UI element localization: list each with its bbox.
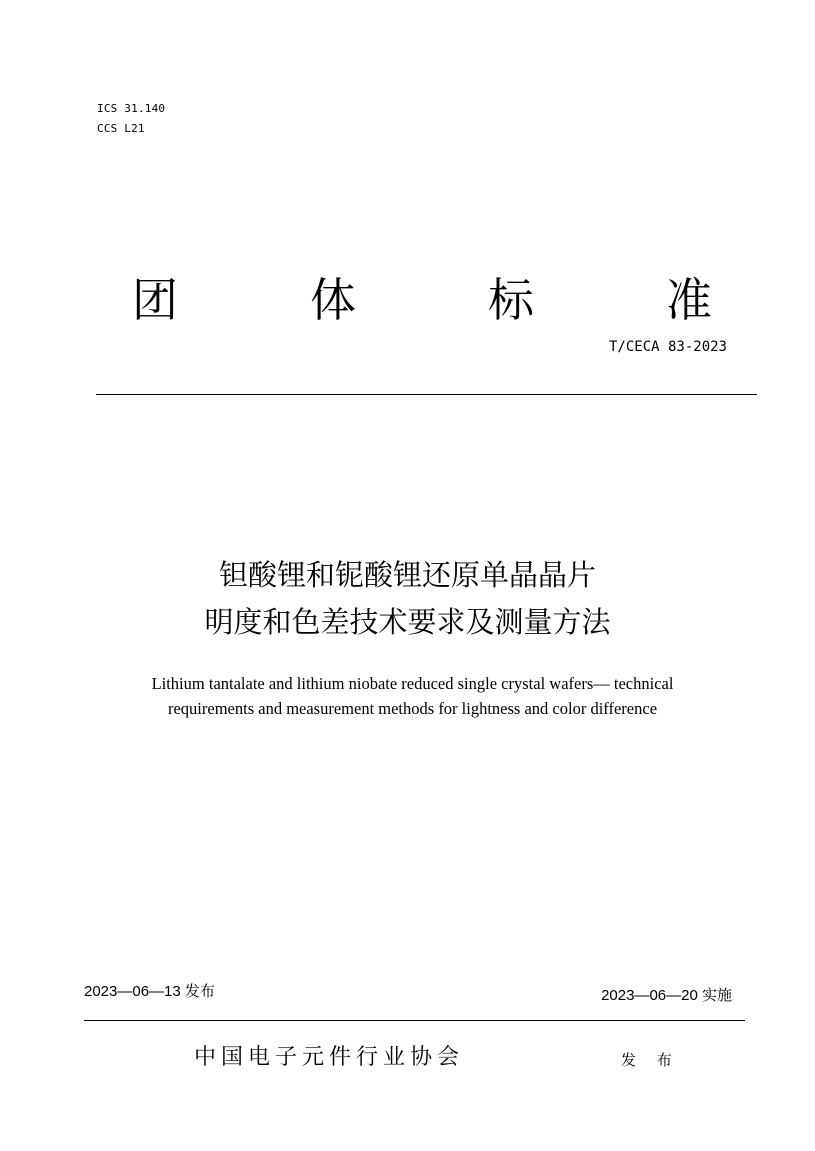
chinese-title — [60, 552, 755, 646]
heading-char: 团 — [132, 273, 178, 327]
chinese-title-line: 明度和色差技术要求及测量方法 — [204, 605, 611, 639]
classification-codes — [97, 99, 165, 139]
publisher-name: 中国电子元件行业协会 — [194, 1045, 465, 1070]
implementation-date: 2023—06—20 实施 — [601, 987, 732, 1004]
issue-date: 2023—06—13 发布 — [84, 983, 215, 1000]
standard-type-heading — [132, 270, 712, 330]
standard-number: T/CECA 83-2023 — [608, 339, 727, 355]
ics-code: ICS 31.140 — [97, 102, 166, 115]
heading-char: 准 — [666, 273, 712, 327]
publish-label: 发 布 — [621, 1051, 680, 1069]
english-title-line: requirements and measurement methods for lightness and color difference — [167, 699, 658, 718]
english-title-line: Lithium tantalate and lithium niobate reduced single crystal wafers— technical — [151, 674, 674, 693]
heading-char: 体 — [310, 273, 356, 327]
chinese-title-line: 钽酸锂和铌酸锂还原单晶晶片 — [218, 558, 596, 592]
ccs-code: CCS L21 — [97, 122, 145, 135]
english-title — [60, 671, 765, 721]
heading-char: 标 — [488, 273, 534, 327]
bottom-divider — [84, 1020, 745, 1021]
top-divider — [96, 394, 757, 395]
